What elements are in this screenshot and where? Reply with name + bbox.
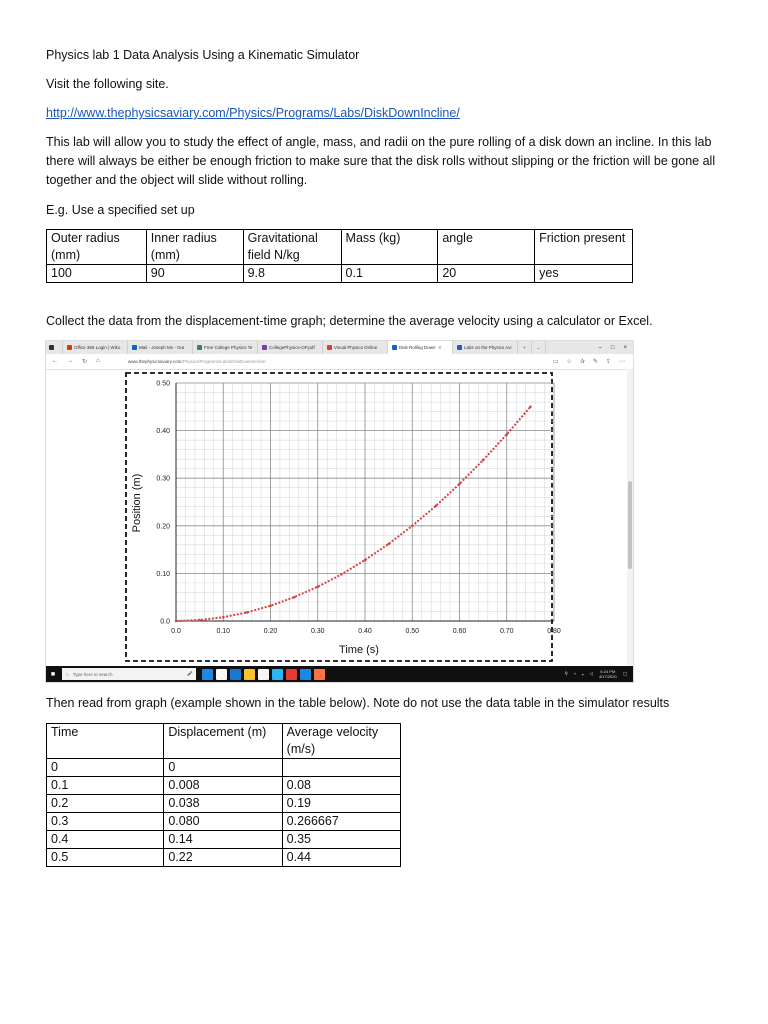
collect-instruction: Collect the data from the displacement-time graph; determine the average velocity using a calculator or Excel. [46,314,653,328]
taskbar-app-icon[interactable] [300,669,311,680]
tab-menu-button[interactable]: ⌄ [532,341,547,354]
y-tick-label: 0.20 [156,523,170,531]
browser-tab-label: Visual Physics Online [334,345,378,350]
position-time-chart [46,369,633,666]
results-header-cell: Displacement (m) [164,724,282,759]
tab-favicon-icon [132,345,137,350]
y-tick-labels [156,381,170,626]
intro-paragraph: This lab will allow you to study the effect of angle, mass, and radii on the pure rolling of a disk down an incline. In this lab there will always be either be enough friction to make sure that the disk rolls without slipping or the friction will be gone all together and the object will slide without rolling. [46,135,716,187]
setup-header-row [47,230,633,265]
x-tick-label: 0.10 [216,628,231,635]
results-cell: 0.19 [282,795,400,813]
results-cell: 0.44 [282,849,400,867]
browser-tab-bar [46,341,633,354]
browser-tab-label: Labs on the Physics Avi [464,345,512,350]
search-icon: ○ [66,671,69,677]
system-tray [564,669,633,679]
results-data-row [47,849,401,867]
setup-header-cell: Outer radius (mm) [47,230,147,265]
x-tick-label: 0.60 [452,628,467,635]
browser-tab-label: Mail - Joseph Ms - Out [139,345,185,350]
data-point [505,433,508,436]
setup-header-cell: Friction present [535,230,633,265]
browser-tabs [63,341,518,354]
data-point [222,616,225,619]
x-tick-label: 0.40 [358,628,372,635]
setup-value-row [47,265,633,283]
doc-title: Physics lab 1 Data Analysis Using a Kinematic Simulator [46,48,360,62]
data-point [364,559,367,562]
taskbar-apps [202,669,325,680]
clock-time: 6:24 PM [600,669,616,674]
tab-favicon-icon [197,345,202,350]
x-tick-label: 0.80 [547,628,561,635]
results-cell: 0 [47,759,164,777]
browser-tab[interactable] [258,341,323,354]
data-point [458,483,461,486]
y-tick-label: 0.50 [156,380,170,388]
microphone-icon: 🎤 [187,671,193,676]
forward-icon[interactable]: → [67,358,73,364]
browser-tab-label: Disk Rolling Down [399,345,436,350]
setup-value-cell: 100 [47,265,147,283]
url-path: /Physics/Programs/Labs/DiskDownIncline/ [181,359,266,364]
x-tick-label: 0.70 [499,628,514,635]
favorites-icon[interactable]: ✰ [579,359,585,365]
tab-favicon-icon [67,345,72,350]
setup-header-cell: Mass (kg) [341,230,438,265]
results-cell: 0.22 [164,849,282,867]
refresh-icon[interactable]: ↻ [82,359,88,365]
more-icon[interactable]: ⋯ [619,359,625,365]
url-field[interactable] [128,359,266,364]
data-point [198,619,201,622]
network-icon[interactable]: ▪ [581,671,584,677]
taskbar-app-icon[interactable] [286,669,297,680]
windows-taskbar [46,666,633,682]
data-point [316,585,319,588]
data-point [293,596,296,599]
new-tab-button[interactable]: + [518,341,532,354]
setup-value-cell: 9.8 [243,265,341,283]
address-bar [46,354,633,370]
nav-buttons [46,358,122,365]
simulator-link[interactable]: http://www.thephysicsaviary.com/Physics/Programs/Labs/DiskDownIncline/ [46,106,460,120]
close-icon[interactable]: × [623,344,627,351]
results-cell: 0.008 [164,777,282,795]
results-header-cell: Time [47,724,164,759]
data-point [175,620,178,623]
results-header-cell: Average velocity (m/s) [282,724,400,759]
results-data-row [47,759,401,777]
close-tab-icon[interactable]: × [438,345,442,350]
data-point [411,525,414,528]
tab-actions[interactable] [46,341,63,354]
taskbar-app-icon[interactable] [272,669,283,680]
data-point [529,406,532,409]
browser-tab[interactable] [193,341,258,354]
x-axis-label: Time (s) [339,644,379,656]
results-data-row [47,831,401,849]
setup-value-cell: yes [535,265,633,283]
y-tick-label: 0.10 [156,570,170,578]
y-tick-label: 0.0 [160,618,170,626]
y-tick-label: 0.40 [156,428,170,436]
taskbar-app-icon[interactable] [314,669,325,680]
results-cell: 0.1 [47,777,164,795]
favorite-star-icon[interactable]: ☆ [566,359,572,365]
window-controls [599,345,633,351]
scrollbar-thumb[interactable] [628,481,632,569]
y-tick-label: 0.30 [156,475,170,483]
setup-caption: E.g. Use a specified set up [46,203,195,217]
data-point [387,543,390,546]
maximize-icon[interactable]: □ [610,344,615,351]
notifications-icon[interactable]: ▢ [622,671,627,676]
read-instruction: Then read from graph (example shown in the table below). Note do not use the data table in the simulator results [46,696,670,710]
reading-view-icon[interactable]: ▭ [552,359,559,365]
minimize-icon[interactable]: – [598,344,602,351]
results-cell: 0.5 [47,849,164,867]
taskbar-search-placeholder: Type here to search [72,671,113,677]
results-header-row [47,724,401,759]
results-cell: 0.14 [164,831,282,849]
url-host: www.thephysicsaviary.com [128,359,182,364]
data-point [246,611,249,614]
results-cell [282,759,400,777]
volume-icon[interactable]: ◁ [589,671,593,676]
setup-value-cell: 20 [438,265,535,283]
browser-tab[interactable] [388,341,453,354]
simulator-screenshot [46,341,633,682]
people-icon[interactable]: ⚲ [564,671,568,676]
results-cell: 0 [164,759,282,777]
results-cell: 0.35 [282,831,400,849]
results-cell: 0.038 [164,795,282,813]
data-series [175,406,532,623]
windows-start-icon[interactable]: ■ [50,670,56,678]
setup-header-cell: Inner radius (mm) [146,230,243,265]
x-tick-label: 0.20 [263,628,278,635]
setup-value-cell: 0.1 [341,265,438,283]
setup-table [46,229,633,283]
browser-tab-label: CollegePhysics-OP.pdf [269,345,315,350]
results-data-row [47,777,401,795]
browser-tab[interactable] [323,341,388,354]
y-axis-label: Position (m) [131,473,143,533]
tab-actions-icon [49,345,54,350]
results-data-row [47,795,401,813]
x-tick-label: 0.30 [310,628,325,635]
browser-tab-label: Free College Physics Te [204,345,253,350]
x-tick-labels [171,628,561,635]
clock-date: 4/17/2020 [598,674,617,679]
results-cell: 0.3 [47,813,164,831]
series-line [176,407,530,621]
browser-toolbar-icons [553,358,633,365]
tab-favicon-icon [457,345,462,350]
data-point [482,459,485,462]
setup-value-cell: 90 [146,265,243,283]
results-cell: 0.080 [164,813,282,831]
taskbar-app-icon[interactable] [258,669,269,680]
results-data-row [47,813,401,831]
browser-tab[interactable] [128,341,193,354]
visit-text: Visit the following site. [46,77,169,91]
data-point [269,604,272,607]
taskbar-app-icon[interactable] [244,669,255,680]
setup-header-cell: angle [438,230,535,265]
tab-favicon-icon [327,345,332,350]
tray-chevron-icon[interactable]: ^ [573,671,576,677]
x-tick-label: 0.0 [171,628,181,635]
taskbar-app-icon[interactable] [216,669,227,680]
pen-icon[interactable]: ✎ [592,359,598,365]
results-cell: 0.266667 [282,813,400,831]
results-cell: 0.4 [47,831,164,849]
x-tick-label: 0.50 [405,628,420,635]
browser-tab[interactable] [453,341,518,354]
taskbar-clock[interactable] [599,669,617,679]
back-icon[interactable]: ← [52,358,58,364]
share-icon[interactable]: ⇪ [605,359,611,365]
browser-tab-label: Office 365 Login | Wiko [74,345,121,350]
taskbar-app-icon[interactable] [230,669,241,680]
page-scrollbar[interactable] [627,369,633,666]
taskbar-app-icon[interactable] [202,669,213,680]
setup-header-cell: Gravitational field N/kg [243,230,341,265]
data-point [435,505,438,508]
tab-favicon-icon [392,345,397,350]
home-icon[interactable]: ⌂ [96,358,100,364]
data-point [340,573,343,576]
tab-favicon-icon [262,345,267,350]
taskbar-search[interactable] [62,668,196,680]
results-table [46,723,401,867]
browser-tab[interactable] [63,341,128,354]
results-cell: 0.2 [47,795,164,813]
results-cell: 0.08 [282,777,400,795]
